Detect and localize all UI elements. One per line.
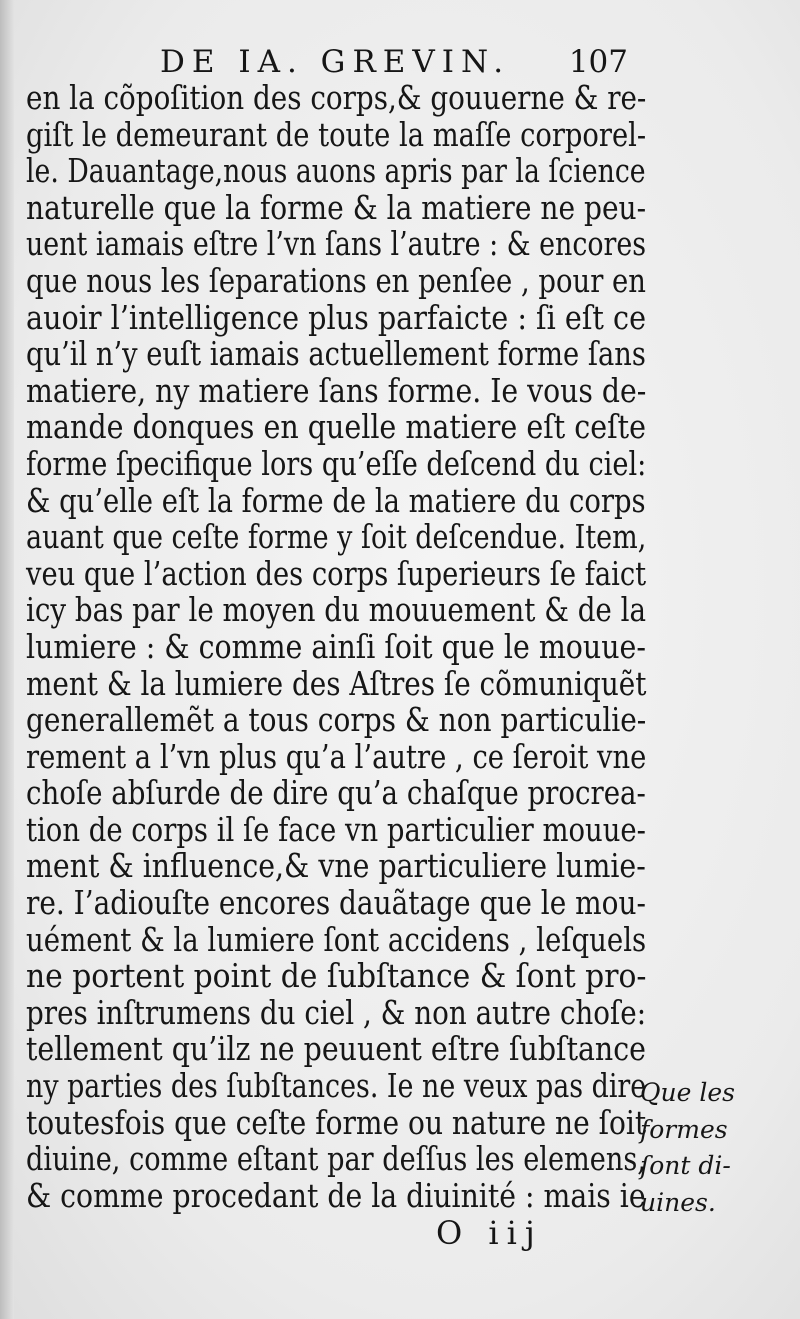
marginal-note [640, 1075, 780, 1221]
marginal-note-line: ſont di- [640, 1151, 731, 1181]
text-line: veu que l’action des corps ſuperieurs ſe faict [26, 554, 647, 593]
text-line: lumiere : & comme ainſi ſoit que le mouue- [26, 627, 646, 666]
text-line: icy bas par le moyen du mouuement & de la [26, 591, 647, 630]
marginal-note-line: Que les [640, 1078, 735, 1107]
marginal-note-line: formes [640, 1114, 728, 1144]
text-line: mande donques en quelle matiere eſt ceſte [26, 408, 646, 447]
text-line: ne portent point de ſubſtance & ſont pro- [26, 957, 647, 996]
text-line: qu’il n’y euſt iamais actuellement forme ſans [26, 335, 646, 374]
running-title: DE IA. GREVIN. [160, 44, 511, 80]
text-line: rement a l’vn plus qu’a l’autre , ce ſeroit vne [26, 737, 647, 776]
text-line: forme ſpecifique lors qu’eſſe deſcend du ciel: [26, 444, 647, 483]
text-line: ny parties des ſubſtances. Ie ne veux pas dire [26, 1067, 647, 1106]
text-line: ment & la lumiere des Aſtres ſe cõmuniquẽt [26, 664, 647, 703]
text-line: pres inſtrumens du ciel , & non autre choſe: [26, 993, 647, 1032]
text-line: naturelle que la forme & la matiere ne peu- [26, 188, 647, 227]
text-line: ment & influence,& vne particuliere lumie- [26, 847, 646, 886]
signature-mark: O iij [436, 1214, 543, 1252]
text-line: toutesfois que ceſte forme ou nature ne ſoit [26, 1103, 647, 1142]
text-line: tellement qu’ilz ne peuuent eſtre ſubſtance [26, 1030, 646, 1069]
text-line: uent iamais eſtre l’vn ſans l’autre : & encores [26, 225, 647, 264]
text-line: matiere, ny matiere ſans forme. Ie vous de- [26, 371, 647, 410]
text-line: auant que ceſte forme y ſoit deſcendue. Item, [26, 518, 647, 557]
text-line: uément & la lumiere ſont accidens , leſquels [26, 920, 647, 959]
text-line: tion de corps il ſe face vn particulier mouue- [26, 810, 646, 849]
text-line: diuine, comme eſtant par deſſus les elemens, [26, 1140, 646, 1179]
body-text [26, 80, 646, 1214]
text-line: choſe abſurde de dire qu’a chaſque procrea- [26, 774, 646, 813]
text-line: que nous les ſeparations en penſee , pour en [26, 261, 646, 300]
marginal-note-line: uines. [640, 1187, 716, 1217]
text-line: re. I’adiouſte encores dauãtage que le mou- [26, 884, 646, 923]
text-line: le. Dauantage,nous auons apris par la ſcience [26, 152, 646, 191]
running-head [160, 44, 640, 84]
text-line: en la cõpoſition des corps,& gouuerne & re- [26, 79, 647, 117]
text-line: & comme procedant de la diuinité : mais ie [26, 1176, 646, 1215]
text-line: & qu’elle eſt la forme de la matiere du corps [26, 481, 646, 520]
page-number: 107 [568, 44, 628, 80]
text-line: generallemẽt a tous corps & non particulie- [26, 701, 647, 740]
text-line: giſt le demeurant de toute la maſſe corporel- [26, 115, 647, 154]
text-line: auoir l’intelligence plus parfaicte : ſi eſt ce [26, 298, 647, 337]
page-gutter [0, 0, 14, 1319]
